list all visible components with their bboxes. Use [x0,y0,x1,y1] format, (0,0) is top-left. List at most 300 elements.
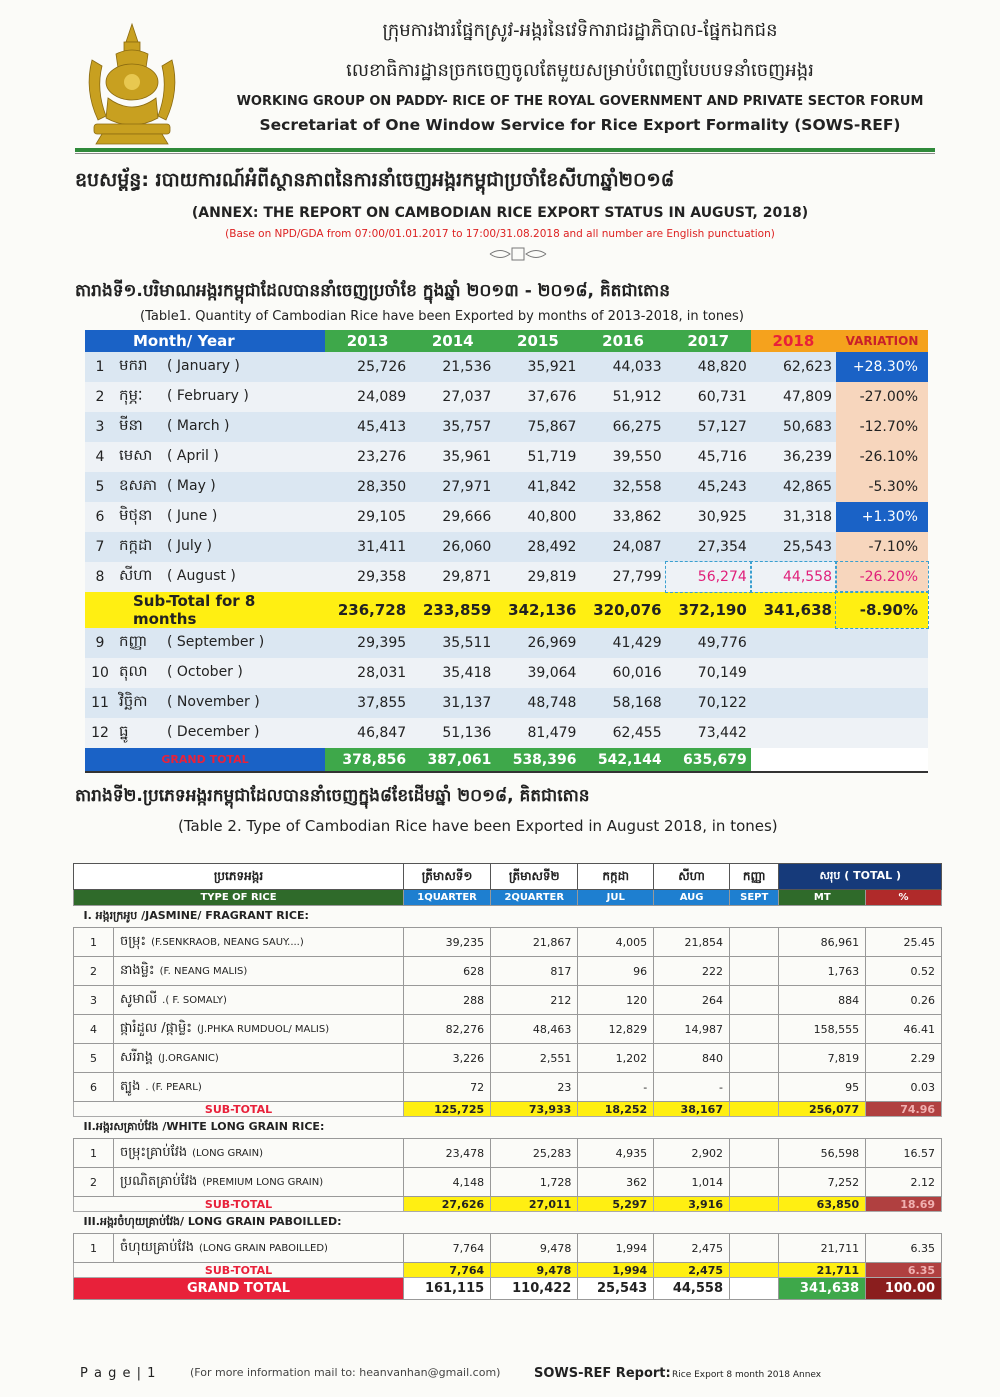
rice-name-khmer: ចំហុយគ្រាប់វែង [120,1239,195,1255]
empty-cell [751,658,836,688]
value-cell: 56,274 [666,562,751,592]
value-cell: 16.57 [866,1139,942,1168]
value-cell: 51,912 [580,382,665,412]
row-number: 2 [74,957,114,986]
rice-name-english: (F. NEANG MALIS) [159,965,248,977]
rice-name-cell [114,1139,404,1168]
value-cell: 0.03 [866,1073,942,1102]
month-cell [115,502,325,532]
value-cell: 46.41 [866,1015,942,1044]
month-english: ( August ) [167,568,236,584]
rice-name-english: (F.SENKRAOB, NEANG SAUY....) [151,936,304,948]
value-cell: 46,847 [325,718,410,748]
table2-title-english: (Table 2. Type of Cambodian Rice have been Exported in August 2018, in tones) [178,817,778,835]
subheader-period: JUL [578,890,654,906]
subtotal-value: 233,859 [410,592,495,628]
subtotal-value: 73,933 [491,1102,578,1117]
value-cell: 14,987 [654,1015,730,1044]
month-english: ( September ) [167,634,265,650]
rice-name-english: (PREMIUM LONG GRAIN) [202,1176,324,1188]
value-cell: 47,809 [751,382,836,412]
empty-cell [836,748,928,772]
rice-name-english: . (F. PEARL) [145,1081,202,1093]
value-cell: 40,800 [495,502,580,532]
value-cell: 29,819 [495,562,580,592]
empty-cell [836,688,928,718]
subtotal-row [74,1263,942,1278]
annex-subtitle: (Base on NPD/GDA from 07:00/01.01.2017 to 17:00/31.08.2018 and all number are English punctuation) [225,228,775,240]
value-cell: 7,252 [779,1168,866,1197]
value-cell: 36,239 [751,442,836,472]
table2-rice-types [73,863,942,1300]
value-cell: 28,350 [325,472,410,502]
value-cell: 28,492 [495,532,580,562]
value-cell: 628 [404,957,491,986]
month-english: ( November ) [167,694,260,710]
value-cell: 21,536 [410,352,495,382]
value-cell: 120 [578,986,654,1015]
section-title-row [74,1117,942,1139]
table2-grand-total-row [74,1278,942,1300]
row-number: 7 [85,532,115,562]
value-cell: 29,395 [325,628,410,658]
subheader-period: 2QUARTER [491,890,578,906]
table1-row [85,688,928,718]
month-cell [115,658,325,688]
value-cell: 1,728 [491,1168,578,1197]
annex-title-english: (ANNEX: THE REPORT ON CAMBODIAN RICE EXPORT STATUS IN AUGUST, 2018) [191,205,809,221]
subtotal-value [730,1102,779,1117]
value-cell: 60,016 [580,658,665,688]
rice-name-cell [114,1234,404,1263]
rice-type-row [74,957,942,986]
subtotal-value: 18,252 [578,1102,654,1117]
value-cell: 50,683 [751,412,836,442]
rice-name-khmer: សរីរាង្គ [120,1049,154,1065]
value-cell: 288 [404,986,491,1015]
value-cell: 56,598 [779,1139,866,1168]
empty-cell [751,748,836,772]
value-cell: 75,867 [495,412,580,442]
value-cell: 23 [491,1073,578,1102]
subtotal-label: SUB-TOTAL [74,1197,404,1212]
value-cell: 49,776 [666,628,751,658]
value-cell: 25,283 [491,1139,578,1168]
row-number: 6 [85,502,115,532]
grand-total-value: 100.00 [866,1278,942,1300]
value-cell: 12,829 [578,1015,654,1044]
value-cell: 29,105 [325,502,410,532]
value-cell: 45,243 [666,472,751,502]
month-khmer: មីនា [119,416,143,434]
subtotal-value: 63,850 [779,1197,866,1212]
variation-cell: -7.10% [836,532,928,562]
month-cell [115,352,325,382]
value-cell: 1,014 [654,1168,730,1197]
rice-name-khmer: នាងម្លិះ [120,962,155,978]
row-number: 2 [74,1168,114,1197]
table1-row [85,502,928,532]
row-number: 3 [74,986,114,1015]
subtotal-label: SUB-TOTAL [74,1102,404,1117]
subtotal-value: 256,077 [779,1102,866,1117]
month-khmer: មេសា [119,446,153,464]
grand-total-value: 341,638 [779,1278,866,1300]
header-khmer-line2: លេខាធិការដ្ឋានច្រកចេញចូលតែមួយសម្រាប់បំពេញបែបបទនាំចេញអង្ករ [346,60,814,81]
grand-total-label: GRAND TOTAL [85,748,325,772]
table2-header-row [74,864,942,890]
value-cell: 817 [491,957,578,986]
section-title: II.អង្ករសគ្រាប់វែង /WHITE LONG GRAIN RICE: [74,1117,942,1139]
value-cell: 24,089 [325,382,410,412]
row-number: 6 [74,1073,114,1102]
row-number: 1 [74,928,114,957]
value-cell: 264 [654,986,730,1015]
subtotal-value: 2,475 [654,1263,730,1278]
month-english: ( December ) [167,724,260,740]
value-cell: 58,168 [580,688,665,718]
grand-total-value: 25,543 [578,1278,654,1300]
value-cell: 73,442 [666,718,751,748]
value-cell: 35,757 [410,412,495,442]
value-cell: 840 [654,1044,730,1073]
subtotal-value: 5,297 [578,1197,654,1212]
subtotal-value: 320,076 [580,592,665,628]
rice-name-khmer: សូមាលី [120,991,158,1007]
value-cell: 362 [578,1168,654,1197]
subheader-mt: MT [779,890,866,906]
subtotal-row [74,1197,942,1212]
value-cell: 39,064 [495,658,580,688]
value-cell: 884 [779,986,866,1015]
month-khmer: ធ្នូ [119,722,129,740]
header-khmer-line1: ក្រុមការងារផ្នែកស្រូវ-អង្ករនៃវេទិការាជរដ្ឋាភិបាល-ផ្នែកឯកជន [382,20,778,41]
subtotal-value: 9,478 [491,1263,578,1278]
subtotal-value [730,1197,779,1212]
header-period-khmer: កក្កដា [578,864,654,890]
row-number: 12 [85,718,115,748]
value-cell: 35,418 [410,658,495,688]
row-number: 10 [85,658,115,688]
month-cell [115,442,325,472]
table1-row [85,658,928,688]
value-cell: 70,122 [666,688,751,718]
value-cell: 45,716 [666,442,751,472]
value-cell: 35,511 [410,628,495,658]
row-number: 2 [85,382,115,412]
value-cell: 2.12 [866,1168,942,1197]
rice-type-row [74,1234,942,1263]
value-cell [730,1073,779,1102]
empty-cell [751,628,836,658]
header-period-khmer: ត្រីមាសទី២ [491,864,578,890]
value-cell: 24,087 [580,532,665,562]
month-english: ( May ) [167,478,216,494]
row-number: 4 [85,442,115,472]
value-cell: 212 [491,986,578,1015]
month-cell [115,718,325,748]
value-cell: 35,961 [410,442,495,472]
value-cell: 7,819 [779,1044,866,1073]
value-cell: 48,820 [666,352,751,382]
value-cell: 48,463 [491,1015,578,1044]
value-cell: 222 [654,957,730,986]
table1-row [85,718,928,748]
table2-title-khmer: តារាងទី២.ប្រភេទអង្ករកម្ពុជាដែលបាននាំចេញក្នុង៨ខែដើមឆ្នាំ ២០១៨, គិតជាតោន [75,786,590,806]
month-english: ( October ) [167,664,243,680]
subtotal-value: 1,994 [578,1263,654,1278]
rice-name-cell [114,1044,404,1073]
grand-total-value [730,1278,779,1300]
value-cell: 82,276 [404,1015,491,1044]
table2-subheader-row [74,890,942,906]
value-cell: 51,719 [495,442,580,472]
value-cell: - [654,1073,730,1102]
value-cell: 29,666 [410,502,495,532]
variation-cell: -27.00% [836,382,928,412]
value-cell: 23,276 [325,442,410,472]
value-cell: 37,855 [325,688,410,718]
value-cell [730,928,779,957]
value-cell [730,986,779,1015]
rice-name-cell [114,1015,404,1044]
row-number: 5 [74,1044,114,1073]
row-number: 1 [74,1234,114,1263]
value-cell: 26,969 [495,628,580,658]
rice-type-row [74,1015,942,1044]
subtotal-value: 341,638 [751,592,836,628]
value-cell: 41,842 [495,472,580,502]
value-cell: 51,136 [410,718,495,748]
subheader-period: AUG [654,890,730,906]
table1-row [85,412,928,442]
value-cell: 29,871 [410,562,495,592]
table1-row [85,472,928,502]
row-number: 4 [74,1015,114,1044]
table1-title-english: (Table1. Quantity of Cambodian Rice have been Exported by months of 2013-2018, in tones) [140,309,744,324]
month-english: ( July ) [167,538,213,554]
value-cell: 158,555 [779,1015,866,1044]
empty-cell [751,688,836,718]
value-cell: 66,275 [580,412,665,442]
rice-name-cell [114,1168,404,1197]
table1-row [85,532,928,562]
rice-name-cell [114,928,404,957]
value-cell: 31,318 [751,502,836,532]
table1-grand-total-row [85,748,928,772]
grand-total-value: 387,061 [410,748,495,772]
table1-row [85,352,928,382]
rice-name-english: (J.ORGANIC) [158,1052,219,1064]
footer-report: SOWS-REF Report: [534,1366,671,1381]
value-cell: 62,455 [580,718,665,748]
table1-header-cell: 2014 [410,330,495,352]
value-cell [730,957,779,986]
month-khmer: តុលា [119,662,148,680]
table1-row [85,628,928,658]
value-cell: 2,475 [654,1234,730,1263]
grand-total-label: GRAND TOTAL [74,1278,404,1300]
value-cell: 27,971 [410,472,495,502]
header-total: សរុប ( TOTAL ) [779,864,942,890]
month-khmer: ឧសភា [119,476,158,494]
value-cell: 26,060 [410,532,495,562]
section-title: III.អង្ករចំហុយគ្រាប់វែង/ LONG GRAIN PABOILLED: [74,1212,942,1234]
rice-name-cell [114,957,404,986]
table1-header-cell: Month/ Year [85,330,325,352]
subheader-period: SEPT [730,890,779,906]
row-number: 3 [85,412,115,442]
row-number: 5 [85,472,115,502]
grand-total-value: 538,396 [495,748,580,772]
table1-header-row [85,330,928,352]
value-cell: 41,429 [580,628,665,658]
month-english: ( April ) [167,448,219,464]
empty-cell [836,718,928,748]
table1-row [85,442,928,472]
month-khmer: កក្កដា [119,536,153,554]
value-cell: 1,994 [578,1234,654,1263]
month-cell [115,382,325,412]
ornament-icon [488,245,548,263]
subheader-type: TYPE OF RICE [74,890,404,906]
value-cell: 30,925 [666,502,751,532]
month-cell [115,688,325,718]
month-english: ( January ) [167,358,240,374]
table1-header-cell: 2018 [751,330,836,352]
value-cell: 27,354 [666,532,751,562]
value-cell: 25.45 [866,928,942,957]
table1-row [85,382,928,412]
royal-emblem-logo [72,20,192,148]
empty-cell [751,718,836,748]
value-cell: 3,226 [404,1044,491,1073]
footer-report-sub: Rice Export 8 month 2018 Annex [672,1370,822,1380]
value-cell: 39,550 [580,442,665,472]
variation-cell: +28.30% [836,352,928,382]
rice-name-cell [114,1073,404,1102]
value-cell: 28,031 [325,658,410,688]
subtotal-value: 236,728 [325,592,410,628]
row-number: 8 [85,562,115,592]
table1-header-cell: 2016 [580,330,665,352]
table1-header-cell: 2013 [325,330,410,352]
section-title-row [74,1212,942,1234]
value-cell: 23,478 [404,1139,491,1168]
table1-title-khmer: តារាងទី១.បរិមាណអង្ករកម្ពុជាដែលបាននាំចេញប្រចាំខែ ក្នុងឆ្នាំ ២០១៣ - ២០១៨, គិតជាតោន [75,281,671,301]
row-number: 1 [85,352,115,382]
value-cell: 37,676 [495,382,580,412]
rice-name-english: (LONG GRAIN) [192,1147,263,1159]
annex-title-khmer: ឧបសម្ព័ន្ធ: របាយការណ៍អំពីស្ថានភាពនៃការនាំចេញអង្ករកម្ពុជាប្រចាំខែសីហាឆ្នាំ២០១៨ [75,169,675,191]
rice-type-row [74,986,942,1015]
rice-type-row [74,1073,942,1102]
value-cell: 44,558 [751,562,836,592]
grand-total-value: 110,422 [491,1278,578,1300]
variation-cell: -26.10% [836,442,928,472]
grand-total-value: 542,144 [580,748,665,772]
value-cell [730,1234,779,1263]
header-english-line2: Secretariat of One Window Service for Rice Export Formality (SOWS-REF) [259,116,901,134]
rice-name-english: (LONG GRAIN PABOILLED) [199,1242,328,1254]
value-cell: 2.29 [866,1044,942,1073]
value-cell: 39,235 [404,928,491,957]
table1-header-cell: 2017 [666,330,751,352]
rice-type-row [74,1168,942,1197]
footer-page: P a g e | 1 [80,1366,157,1381]
month-cell [115,628,325,658]
rice-type-row [74,928,942,957]
empty-cell [836,658,928,688]
subtotal-value: 27,626 [404,1197,491,1212]
month-khmer: កុម្ភៈ [119,386,143,404]
value-cell: 81,479 [495,718,580,748]
value-cell: 4,005 [578,928,654,957]
value-cell: 27,037 [410,382,495,412]
row-number: 9 [85,628,115,658]
value-cell: 48,748 [495,688,580,718]
value-cell: 31,411 [325,532,410,562]
value-cell: - [578,1073,654,1102]
table1-row [85,562,928,592]
empty-cell [836,628,928,658]
value-cell: 29,358 [325,562,410,592]
value-cell: 70,149 [666,658,751,688]
subtotal-variation: -8.90% [836,592,928,628]
value-cell: 21,854 [654,928,730,957]
value-cell: 7,764 [404,1234,491,1263]
header-english-line1: WORKING GROUP ON PADDY- RICE OF THE ROYAL GOVERNMENT AND PRIVATE SECTOR FORUM [236,94,924,109]
value-cell: 4,148 [404,1168,491,1197]
value-cell: 25,726 [325,352,410,382]
section-title: I. អង្ករក្រអូប /JASMINE/ FRAGRANT RICE: [74,906,942,928]
month-english: ( February ) [167,388,249,404]
value-cell: 2,551 [491,1044,578,1073]
value-cell [730,1015,779,1044]
value-cell: 0.26 [866,986,942,1015]
value-cell: 60,731 [666,382,751,412]
value-cell: 45,413 [325,412,410,442]
subtotal-label: SUB-TOTAL [74,1263,404,1278]
header-period-khmer: កញ្ញា [730,864,779,890]
rice-name-cell [114,986,404,1015]
value-cell: 44,033 [580,352,665,382]
subtotal-value: 74.96 [866,1102,942,1117]
table1-subtotal-row [85,592,928,628]
value-cell [730,1139,779,1168]
value-cell: 96 [578,957,654,986]
rice-name-english: (J.PHKA RUMDUOL/ MALIS) [197,1023,330,1035]
month-cell [115,532,325,562]
value-cell: 25,543 [751,532,836,562]
header-rule-thin [75,153,935,154]
table1-header-cell: VARIATION [836,330,928,352]
subtotal-value: 7,764 [404,1263,491,1278]
header-type-khmer: ប្រភេទអង្ករ [74,864,404,890]
value-cell: 62,623 [751,352,836,382]
month-khmer: មិថុនា [119,506,153,524]
subtotal-value: 27,011 [491,1197,578,1212]
value-cell: 21,711 [779,1234,866,1263]
subtotal-value: 342,136 [495,592,580,628]
rice-name-khmer: ចម្រុះគ្រាប់វែង [120,1144,188,1160]
header-period-khmer: សីហា [654,864,730,890]
subtotal-value: 125,725 [404,1102,491,1117]
value-cell: 1,763 [779,957,866,986]
month-khmer: វិច្ឆិកា [119,692,148,710]
subtotal-value: 21,711 [779,1263,866,1278]
subheader-period: 1QUARTER [404,890,491,906]
